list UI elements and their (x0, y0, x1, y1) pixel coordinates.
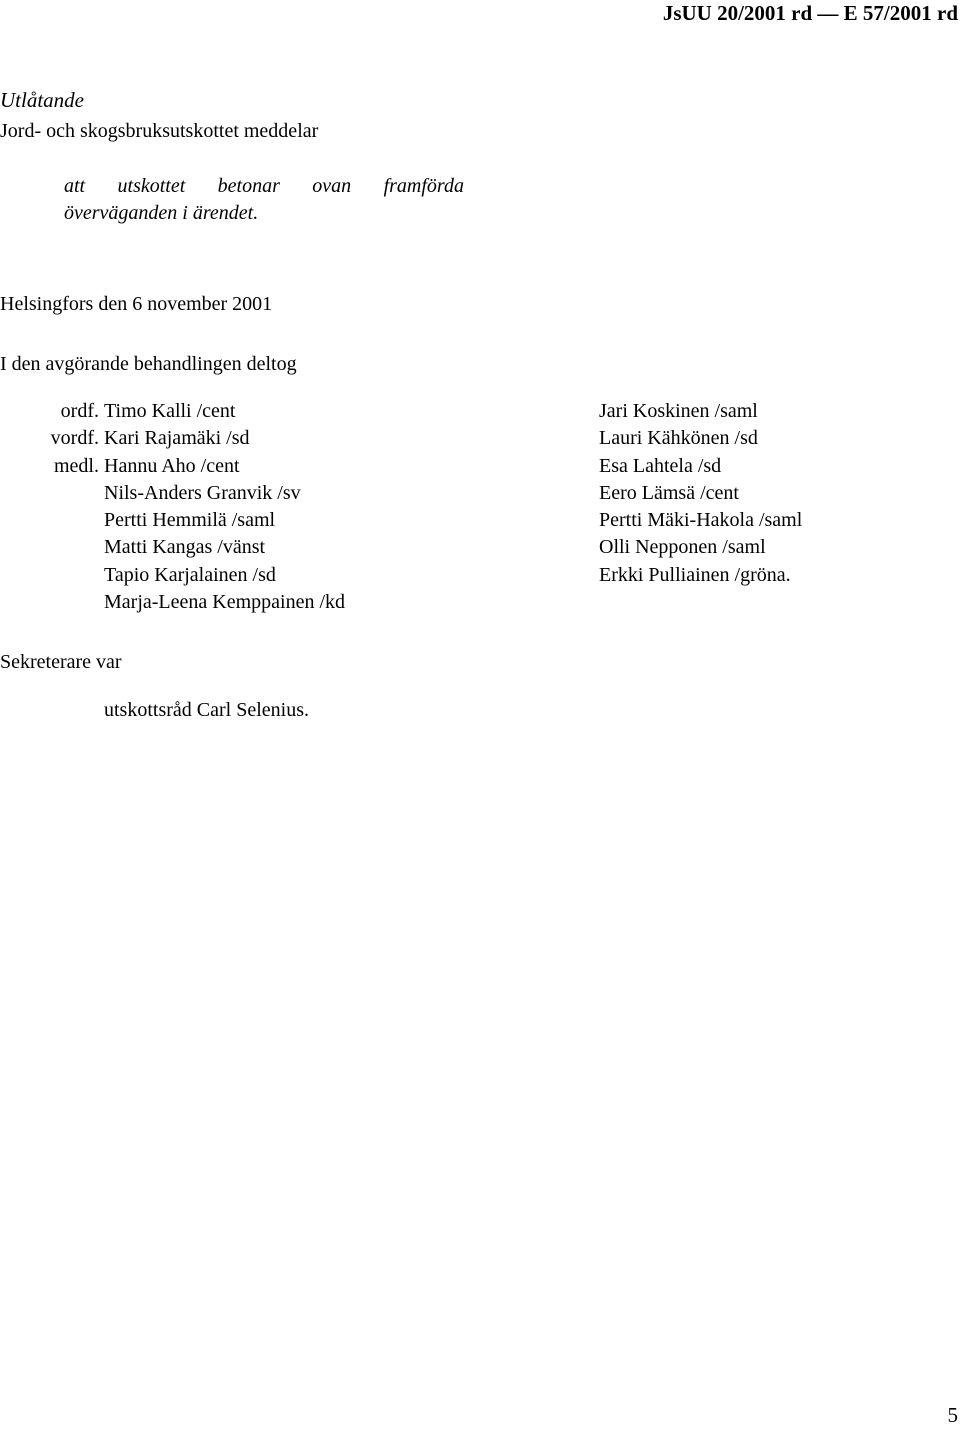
secretary-name: utskottsråd Carl Selenius. (104, 699, 309, 721)
participant: Jari Koskinen /saml (599, 400, 758, 422)
participant: Pertti Hemmilä /saml (104, 509, 276, 532)
document-reference: JsUU 20/2001 rd — E 57/2001 rd (662, 1, 958, 25)
participant: Esa Lahtela /sd (599, 454, 722, 477)
decision-word: att (64, 175, 86, 197)
decision-word: betonar (217, 175, 280, 197)
decision-line-1 (64, 173, 464, 200)
participants-intro: I den avgörande behandlingen deltog (0, 353, 297, 375)
participant: Kari Rajamäki /sd (104, 427, 250, 450)
page-number: 5 (947, 1403, 958, 1427)
secretary-label: Sekreterare var (0, 651, 122, 673)
participants-right-column (599, 398, 802, 589)
participant: Nils-Anders Granvik /sv (104, 481, 301, 504)
section-heading: Utlåtande (0, 88, 84, 112)
participant: Matti Kangas /vänst (104, 536, 266, 559)
place-date: Helsingfors den 6 november 2001 (0, 293, 273, 315)
role-vice-chair: vordf. (50, 427, 99, 450)
participant: Eero Lämsä /cent (599, 481, 739, 504)
decision-word: framförda (383, 175, 464, 197)
participant: Lauri Kähkönen /sd (599, 427, 758, 450)
participant: Timo Kalli /cent (104, 400, 236, 422)
decision-word: utskottet (117, 175, 186, 197)
role-chair: ordf. (60, 400, 99, 422)
role-labels (39, 398, 99, 480)
participant: Marja-Leena Kemppainen /kd (104, 591, 346, 614)
participant: Hannu Aho /cent (104, 454, 240, 477)
participant: Tapio Karjalainen /sd (104, 563, 276, 586)
participant: Erkki Pulliainen /gröna. (599, 563, 791, 586)
participant: Olli Nepponen /saml (599, 536, 766, 559)
role-members: medl. (54, 454, 99, 477)
participants-left-column (104, 398, 345, 616)
decision-text (64, 173, 464, 227)
participant: Pertti Mäki-Hakola /saml (599, 509, 803, 532)
statement-intro: Jord- och skogsbruksutskottet meddelar (0, 120, 319, 142)
decision-line-2: överväganden i ärendet. (64, 202, 259, 224)
decision-word: ovan (312, 175, 352, 197)
